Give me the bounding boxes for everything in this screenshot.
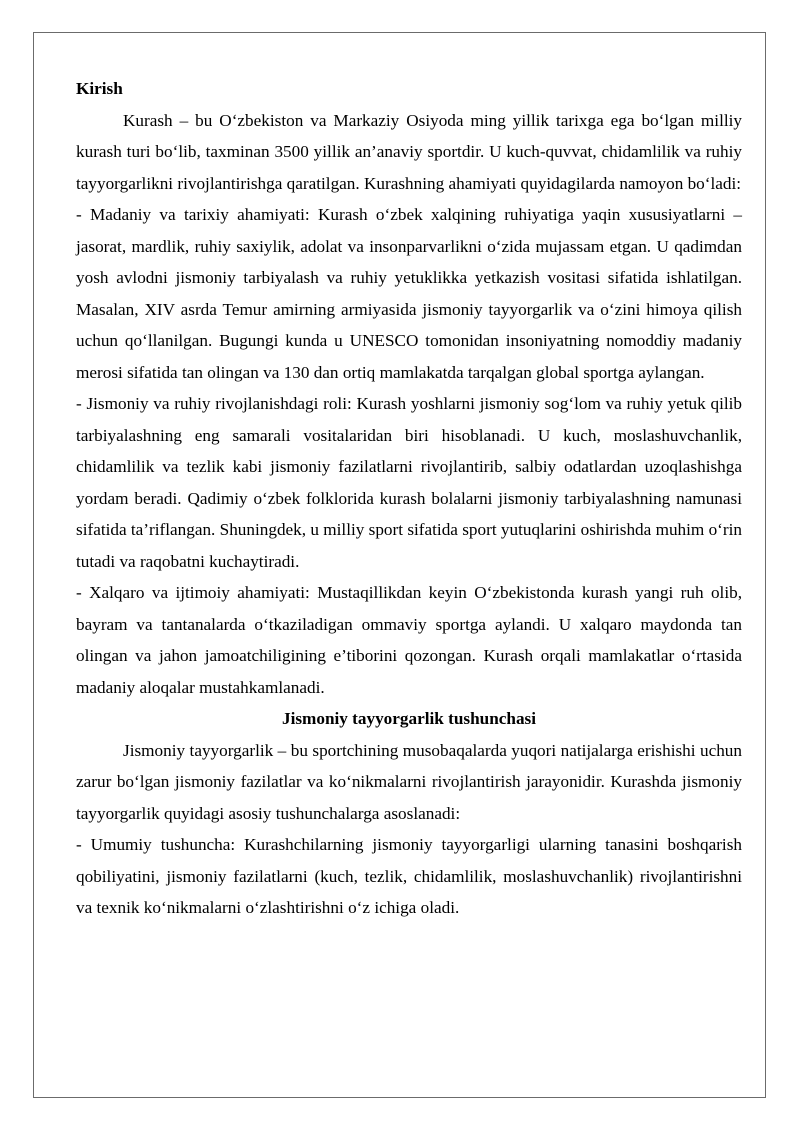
bullet-international-social: - Xalqaro va ijtimoiy ahamiyati: Mustaqillikdan keyin O‘zbekistonda kurash yangi ruh olib, bayram va tantanalarda o‘tkaziladigan ommaviy sportga aylandi. U xalqaro maydonda tan olingan va jahon jamoatchiligining e’tiborini qozongan. Kurash orqali mamlakatlar o‘rtasida madaniy aloqalar mustahkamlanadi. [76, 583, 742, 697]
intro-heading: Kirish [76, 79, 123, 98]
document-body [76, 73, 742, 924]
section-paragraph: Jismoniy tayyorgarlik – bu sportchining musobaqalarda yuqori natijalarga erishishi uchun zarur bo‘lgan jismoniy fazilatlar va ko‘nikmalarni rivojlantirish jarayonidir. Kurashda jismoniy tayyorgarlik quyidagi asosiy tushunchalarga asoslanadi: [76, 740, 742, 823]
bullet-general-concept: - Umumiy tushuncha: Kurashchilarning jismoniy tayyorgarligi ularning tanasini boshqarish qobiliyatini, jismoniy fazilatlarni (kuch, tezlik, chidamlilik, moslashuvchanlik) rivojlantirishni va texnik ko‘nikmalarni o‘zlashtirishni o‘z ichiga oladi. [76, 835, 742, 917]
bullet-physical-mental-role: - Jismoniy va ruhiy rivojlanishdagi roli: Kurash yoshlarni jismoniy sog‘lom va ruhiy yetuk qilib tarbiyalashning eng samarali vositalaridan biri hisoblanadi. U kuch, moslashuvchanlik, chidamlilik va tezlik kabi jismoniy fazilatlarni rivojlantirib, salbiy odatlardan uzoqlashishga yordam beradi. Qadimiy o‘zbek folklorida kurash bolalarni jismoniy tarbiyalashning namunasi sifatida ta’riflangan. Shuningdek, u milliy sport sifatida sport yutuqlarini oshirishda muhim o‘rin tutadi va raqobatni kuchaytiradi. [76, 394, 742, 571]
section-heading: Jismoniy tayyorgarlik tushunchasi [281, 709, 537, 728]
bullet-cultural-significance: - Madaniy va tarixiy ahamiyati: Kurash o‘zbek xalqining ruhiyatiga yaqin xususiyatlarni – jasorat, mardlik, ruhiy saxiylik, adolat va insonparvarlikni o‘zida mujassam etgan. U qadimdan yosh avlodni jismoniy tarbiyalash va ruhiy yetuklikka yetkazish vositasi sifatida ishlatilgan. Masalan, XIV asrda Temur amirning armiyasida jismoniy tayyorgarlik va o‘zini himoya qilish uchun qo‘llanilgan. Bugungi kunda u UNESCO tomonidan insoniyatning nomoddiy madaniy merosi sifatida tan olingan va 130 dan ortiq mamlakatda tarqalgan global sportga aylangan. [76, 205, 742, 382]
intro-paragraph: Kurash – bu O‘zbekiston va Markaziy Osiyoda ming yillik tarixga ega bo‘lgan milliy kurash turi bo‘lib, taxminan 3500 yillik an’anaviy sportdir. U kuch-quvvat, chidamlilik va ruhiy tayyorgarlikni rivojlantirishga qaratilgan. Kurashning ahamiyati quyidagilarda namoyon bo‘ladi: [76, 110, 742, 193]
